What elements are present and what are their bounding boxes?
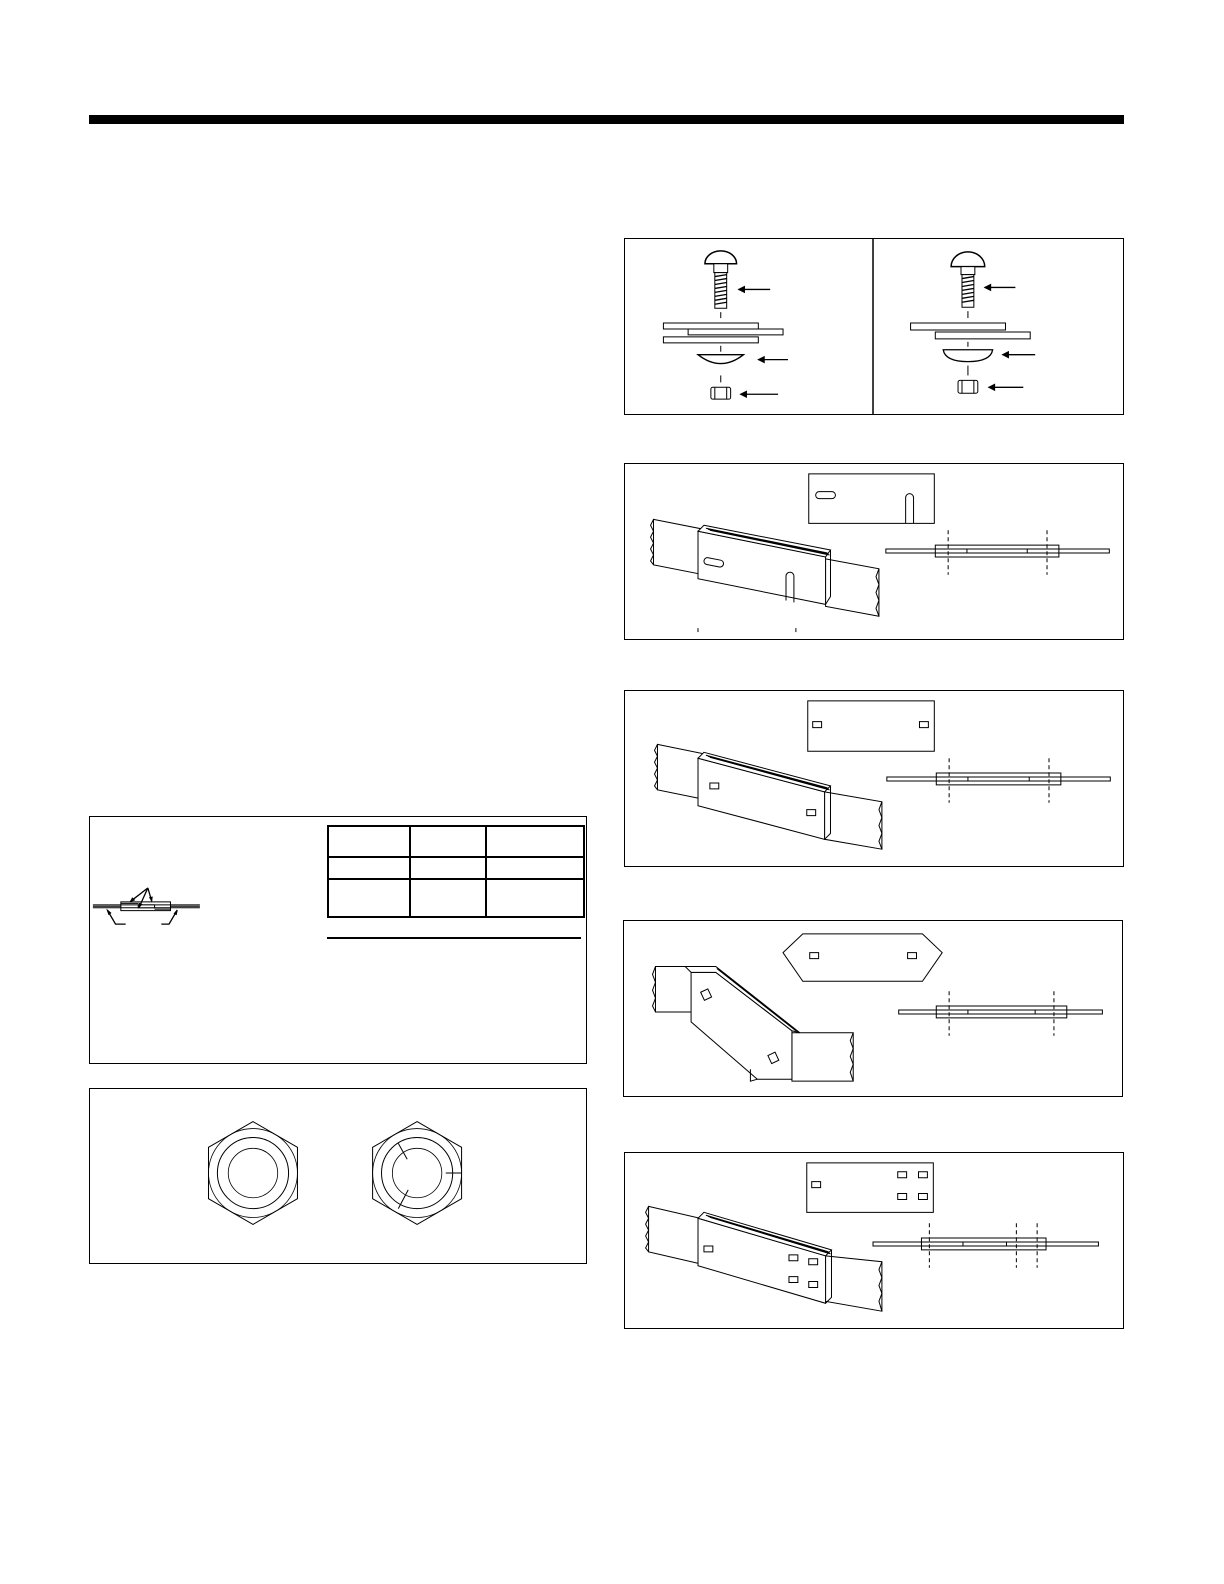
table-underline bbox=[327, 937, 581, 939]
left-hardware-stack bbox=[663, 251, 788, 399]
slotted-splice-section bbox=[886, 530, 1109, 574]
expansion-splice-figure bbox=[624, 1152, 1124, 1329]
standard-splice-figure bbox=[624, 690, 1124, 867]
table-cell bbox=[328, 879, 410, 917]
angled-splice-plate bbox=[783, 934, 942, 981]
expansion-splice-plate bbox=[807, 1163, 934, 1212]
splice-table-figure bbox=[89, 816, 587, 1064]
standard-splice-plate bbox=[808, 701, 935, 751]
table-row bbox=[328, 879, 584, 917]
table-cell bbox=[410, 857, 486, 879]
table-row bbox=[328, 857, 584, 879]
right-hardware-stack bbox=[911, 252, 1036, 393]
header-rule bbox=[89, 115, 1124, 124]
hardware-stack-figure bbox=[624, 238, 1124, 415]
hex-nut-marked-icon bbox=[373, 1122, 462, 1225]
table-row bbox=[328, 826, 584, 857]
angled-splice-assembly bbox=[653, 966, 854, 1081]
slotted-splice-assembly bbox=[651, 519, 879, 632]
hex-nut-figure bbox=[89, 1088, 587, 1264]
table-cell bbox=[486, 826, 584, 857]
standard-splice-assembly bbox=[655, 744, 882, 849]
expansion-splice-section bbox=[873, 1223, 1098, 1267]
table-cell bbox=[486, 879, 584, 917]
spec-table bbox=[327, 825, 585, 918]
table-cell bbox=[410, 826, 486, 857]
hex-nut-plain-icon bbox=[208, 1122, 297, 1225]
splice-cross-section bbox=[93, 888, 200, 924]
slotted-splice-plate bbox=[809, 474, 935, 523]
table-cell bbox=[328, 857, 410, 879]
table-cell bbox=[328, 826, 410, 857]
expansion-splice-assembly bbox=[646, 1206, 882, 1311]
table-cell bbox=[486, 857, 584, 879]
table-cell bbox=[410, 879, 486, 917]
slotted-splice-figure bbox=[624, 463, 1124, 640]
standard-splice-section bbox=[887, 758, 1110, 802]
angled-splice-figure bbox=[623, 920, 1123, 1097]
angled-splice-section bbox=[899, 991, 1103, 1035]
